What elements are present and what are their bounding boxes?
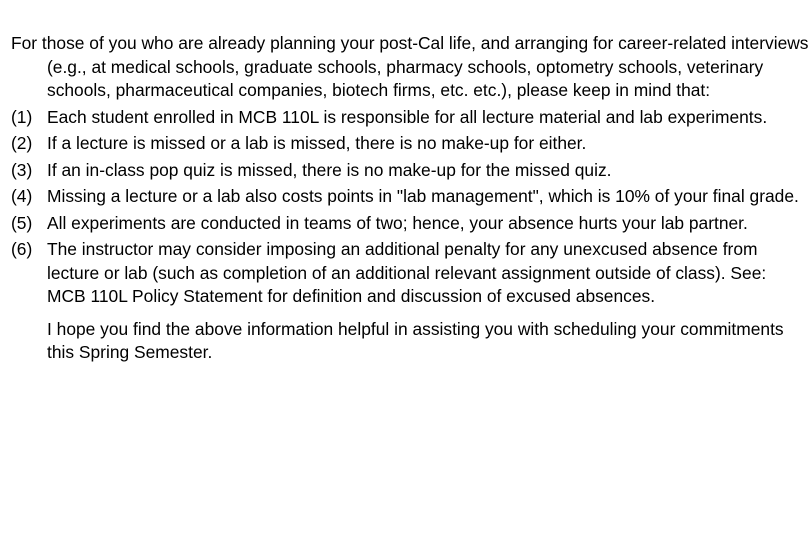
document-body bbox=[11, 32, 809, 365]
closing-paragraph: I hope you find the above information helpful in assisting you with scheduling your commitments this Spring Semester. bbox=[47, 318, 784, 362]
list-item-number: (3) bbox=[11, 159, 33, 180]
list-item bbox=[11, 185, 809, 209]
list-item-number: (1) bbox=[11, 106, 33, 127]
list-item bbox=[11, 106, 809, 130]
list-item bbox=[11, 159, 809, 183]
list-item-text: All experiments are conducted in teams of two; hence, your absence hurts your lab partner. bbox=[47, 212, 748, 233]
list-item-number: (4) bbox=[11, 186, 33, 206]
list-item-text: If a lecture is missed or a lab is missed, there is no make-up for either. bbox=[47, 133, 587, 153]
list-item-text: If an in-class pop quiz is missed, there is no make-up for the missed quiz. bbox=[47, 159, 612, 180]
list-item-text: Each student enrolled in MCB 110L is responsible for all lecture material and lab experiments. bbox=[47, 106, 768, 127]
list-item-text: The instructor may consider imposing an additional penalty for any unexcused absence from lecture or lab (such as completion of an additional relevant assignment outside of class). See: MCB 110L Policy Statement for definition and discussion of excused absences. bbox=[47, 239, 767, 306]
list-item bbox=[11, 132, 809, 156]
list-item bbox=[11, 212, 809, 236]
list-item-number: (2) bbox=[11, 133, 33, 153]
list-item bbox=[11, 238, 809, 309]
list-item-text: Missing a lecture or a lab also costs points in "lab management", which is 10% of your final grade. bbox=[47, 186, 799, 206]
policy-list bbox=[11, 106, 809, 309]
list-item-number: (6) bbox=[11, 239, 33, 259]
intro-paragraph: For those of you who are already planning your post-Cal life, and arranging for career-related interviews (e.g., at medical schools, graduate schools, pharmacy schools, optometry schools, veterinary schools, pharmaceutical companies, biotech firms, etc. etc.), please keep in mind that: bbox=[11, 33, 809, 100]
list-item-number: (5) bbox=[11, 212, 33, 233]
